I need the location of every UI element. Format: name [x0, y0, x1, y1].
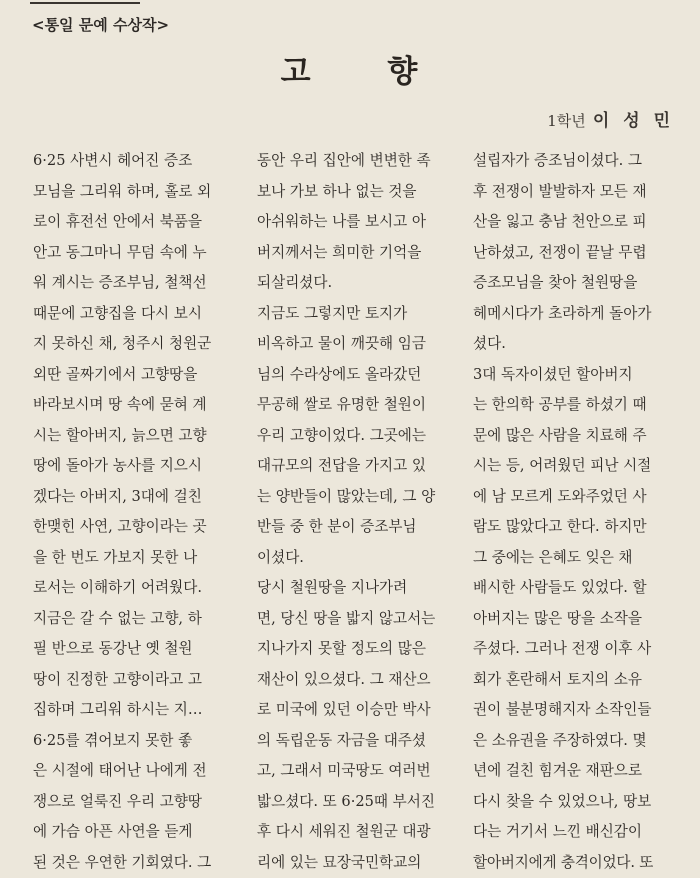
text-line: 아버지는 많은 땅을 소작을	[473, 604, 653, 635]
text-line: 년에 걸친 힘겨운 재판으로	[473, 756, 653, 787]
text-line: 설립자가 증조님이셨다. 그	[473, 146, 653, 177]
text-line: 회가 혼란해서 토지의 소유	[473, 665, 653, 696]
text-line: 재산이 있으셨다. 그 재산으	[257, 665, 437, 696]
text-line: 로 미국에 있던 이승만 박사	[257, 695, 437, 726]
text-line: 증조모님을 찾아 철원땅을	[473, 268, 653, 299]
text-line: 주셨다. 그러나 전쟁 이후 사	[473, 634, 653, 665]
text-line: 땅이 진정한 고향이라고 고	[33, 665, 213, 696]
text-line: 밟으셨다. 또 6·25때 부서진	[257, 787, 437, 818]
text-line: 6·25를 겪어보지 못한 좋	[33, 726, 213, 757]
text-line: 워 계시는 증조부님, 철책선	[33, 268, 213, 299]
text-line: 3대 독자이셨던 할아버지	[473, 360, 653, 391]
text-line: 는 한의학 공부를 하셨기 때	[473, 390, 653, 421]
byline	[547, 106, 674, 131]
text-line: 문에 많은 사람을 치료해 주	[473, 421, 653, 452]
text-line: 님의 수라상에도 올라갔던	[257, 360, 437, 391]
text-line: 무공해 쌀로 유명한 철원이	[257, 390, 437, 421]
text-line: 지금은 갈 수 없는 고향, 하	[33, 604, 213, 635]
text-line: 지금도 그렇지만 토지가	[257, 299, 437, 330]
text-line: 한맺힌 사연, 고향이라는 곳	[33, 512, 213, 543]
text-line: 동안 우리 집안에 변변한 족	[257, 146, 437, 177]
text-line: 필 반으로 동강난 옛 철원	[33, 634, 213, 665]
text-line: 그 중에는 은혜도 잊은 채	[473, 543, 653, 574]
text-line: 된 것은 우연한 기회였다. 그	[33, 848, 213, 878]
text-line: 에 가슴 아픈 사연을 듣게	[33, 817, 213, 848]
text-line: 안고 동그마니 무덤 속에 누	[33, 238, 213, 269]
text-line: 권이 불분명해지자 소작인들	[473, 695, 653, 726]
text-line: 6·25 사변시 헤어진 증조	[33, 146, 213, 177]
text-line: 후 다시 세워진 철원군 대광	[257, 817, 437, 848]
text-line: 때문에 고향집을 다시 보시	[33, 299, 213, 330]
text-line: 외딴 골짜기에서 고향땅을	[33, 360, 213, 391]
text-line: 의 독립운동 자금을 대주셨	[257, 726, 437, 757]
text-line: 는 양반들이 많았는데, 그 양	[257, 482, 437, 513]
text-column-3	[473, 146, 653, 878]
text-line: 난하셨고, 전쟁이 끝날 무렵	[473, 238, 653, 269]
text-line: 겠다는 아버지, 3대에 걸친	[33, 482, 213, 513]
text-line: 바라보시며 땅 속에 묻혀 계	[33, 390, 213, 421]
text-line: 셨다.	[473, 329, 653, 360]
text-line: 고, 그래서 미국땅도 여러번	[257, 756, 437, 787]
text-line: 배시한 사람들도 있었다. 할	[473, 573, 653, 604]
text-line: 리에 있는 묘장국민학교의	[257, 848, 437, 878]
text-line: 시는 할아버지, 늙으면 고향	[33, 421, 213, 452]
text-line: 보나 가보 하나 없는 것을	[257, 177, 437, 208]
text-line: 람도 많았다고 한다. 하지만	[473, 512, 653, 543]
top-rule	[30, 2, 140, 4]
text-line: 은 시절에 태어난 나에게 전	[33, 756, 213, 787]
text-column-1	[33, 146, 213, 878]
text-line: 을 한 번도 가보지 못한 나	[33, 543, 213, 574]
text-line: 산을 잃고 충남 천안으로 피	[473, 207, 653, 238]
text-line: 모님을 그리워 하며, 홀로 외	[33, 177, 213, 208]
text-line: 은 소유권을 주장하였다. 몇	[473, 726, 653, 757]
text-line: 지 못하신 채, 청주시 청원군	[33, 329, 213, 360]
text-line: 우리 고향이었다. 그곳에는	[257, 421, 437, 452]
text-line: 시는 등, 어려웠던 피난 시절	[473, 451, 653, 482]
text-line: 당시 철원땅을 지나가려	[257, 573, 437, 604]
text-line: 헤메시다가 초라하게 돌아가	[473, 299, 653, 330]
text-line: 지나가지 못할 정도의 많은	[257, 634, 437, 665]
text-line: 집하며 그리워 하시는 지…	[33, 695, 213, 726]
text-column-2	[257, 146, 437, 878]
text-line: 다시 찾을 수 있었으나, 땅보	[473, 787, 653, 818]
text-line: 할아버지에게 충격이었다. 또	[473, 848, 653, 878]
text-line: 대규모의 전답을 가지고 있	[257, 451, 437, 482]
text-line: 면, 당신 땅을 밟지 않고서는	[257, 604, 437, 635]
byline-grade: 1학년	[547, 112, 586, 130]
text-line: 이셨다.	[257, 543, 437, 574]
text-line: 에 남 모르게 도와주었던 사	[473, 482, 653, 513]
text-line: 되살리셨다.	[257, 268, 437, 299]
text-line: 비옥하고 물이 깨끗해 임금	[257, 329, 437, 360]
text-line: 로서는 이해하기 어려웠다.	[33, 573, 213, 604]
text-line: 후 전쟁이 발발하자 모든 재	[473, 177, 653, 208]
text-line: 버지께서는 희미한 기억을	[257, 238, 437, 269]
text-line: 아쉬워하는 나를 보시고 아	[257, 207, 437, 238]
text-line: 땅에 돌아가 농사를 지으시	[33, 451, 213, 482]
page-title: 고 향	[0, 46, 700, 91]
text-line: 로이 휴전선 안에서 북품을	[33, 207, 213, 238]
text-line: 쟁으로 얼룩진 우리 고향땅	[33, 787, 213, 818]
text-line: 다는 거기서 느낀 배신감이	[473, 817, 653, 848]
text-line: 반들 중 한 분이 증조부님	[257, 512, 437, 543]
byline-name: 이 성 민	[593, 111, 674, 131]
series-label: <통일 문예 수상작>	[32, 14, 169, 35]
